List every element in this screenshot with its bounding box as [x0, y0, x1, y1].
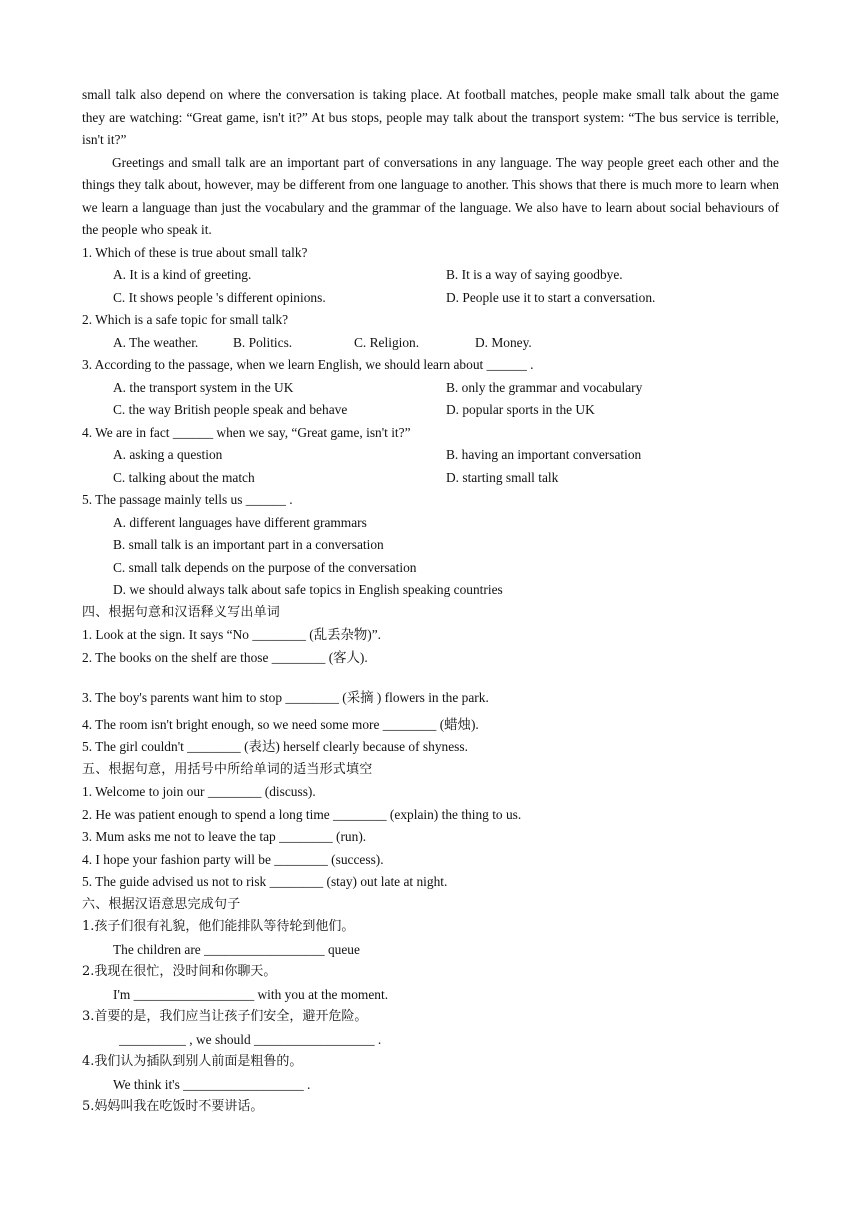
translation-prompt: 3.首要的是，我们应当让孩子们安全，避开危险。: [82, 1009, 368, 1024]
option-c: C. the way British people speak and behave: [113, 402, 348, 417]
option-c: C. talking about the match: [113, 469, 255, 485]
option-d: D. popular sports in the UK: [446, 402, 595, 417]
fill-in-item: 4. I hope your fashion party will be ________ (success).: [82, 851, 384, 867]
options-row: [82, 399, 779, 422]
reading-question: [82, 354, 779, 422]
fill-in-item: 3. Mum asks me not to leave the tap ________ (run).: [82, 829, 367, 844]
question-text: 4. We are in fact ______ when we say, “Great game, isn't it?”: [82, 424, 411, 440]
option-d: D. People use it to start a conversation.: [446, 289, 656, 305]
section-heading: 六、根据汉语意思完成句子: [82, 896, 241, 912]
option-c: C. It shows people 's different opinions.: [113, 289, 326, 305]
question-text: 3. According to the passage, when we learn English, we should learn about ______ .: [82, 357, 534, 372]
options-row: [82, 444, 779, 467]
reading-question: [82, 242, 779, 310]
passage-paragraph: small talk also depend on where the conversation is taking place. At football matches, people make small talk about the game they are watching: “Great game, isn't it?” At bus stops, people may talk about the transport system: “The bus service is terrible, isn't it?”: [82, 87, 779, 147]
option-a: A. The weather.: [113, 334, 199, 350]
options-row: [82, 377, 779, 400]
translation-answer: The children are __________________ queue: [113, 941, 360, 957]
option-c: C. Religion.: [354, 334, 420, 350]
options-row: [82, 287, 779, 310]
translation-prompt: 1.孩子们很有礼貌，他们能排队等待轮到他们。: [82, 919, 355, 934]
question-text: 5. The passage mainly tells us ______ .: [82, 492, 293, 507]
translation-answer: __________ , we should __________________ .: [119, 1031, 382, 1047]
translation-prompt: 4.我们认为插队到别人前面是粗鲁的。: [82, 1054, 303, 1069]
option-d: D. starting small talk: [446, 469, 559, 485]
option-c: C. small talk depends on the purpose of the conversation: [113, 559, 417, 575]
fill-in-item: 4. The room isn't bright enough, so we need some more ________ (蜡烛).: [82, 716, 479, 732]
fill-in-item: 3. The boy's parents want him to stop ________ (采摘 ) flowers in the park.: [82, 690, 489, 705]
option-b: B. Politics.: [233, 334, 293, 350]
option-b: B. only the grammar and vocabulary: [446, 379, 643, 395]
question-text: 1. Which of these is true about small talk?: [82, 244, 308, 260]
options-row: [82, 467, 779, 490]
section-heading: 五、根据句意，用括号中所给单词的适当形式填空: [82, 761, 373, 777]
options-row: [82, 332, 779, 355]
fill-in-item: 5. The guide advised us not to risk ________ (stay) out late at night.: [82, 874, 448, 889]
translation-answer: We think it's __________________ .: [113, 1076, 311, 1092]
option-b: B. small talk is an important part in a conversation: [113, 537, 384, 552]
fill-in-item: 1. Look at the sign. It says “No ________ (乱丢杂物)”.: [82, 627, 382, 642]
worksheet-page: [82, 84, 779, 1119]
option-b: B. having an important conversation: [446, 447, 642, 462]
fill-in-item: 1. Welcome to join our ________ (discuss).: [82, 784, 316, 799]
passage-paragraph: Greetings and small talk are an important part of conversations in any language. The way people greet each other and the things they talk about, however, may be different from one language to another. This shows that there is much more to learn when we learn a language than just the vocabulary and the grammar of the language. We also have to learn about social behaviours of the people who speak it.: [82, 154, 779, 237]
option-a: A. It is a kind of greeting.: [113, 267, 252, 282]
option-a: A. asking a question: [113, 447, 223, 462]
options-row: [82, 264, 779, 287]
fill-in-item: 5. The girl couldn't ________ (表达) herself clearly because of shyness.: [82, 739, 468, 754]
option-a: A. the transport system in the UK: [113, 379, 294, 395]
option-d: D. we should always talk about safe topics in English speaking countries: [113, 582, 503, 597]
option-b: B. It is a way of saying goodbye.: [446, 267, 623, 282]
option-d: D. Money.: [475, 334, 532, 350]
reading-question: [82, 309, 779, 354]
fill-in-item: 2. The books on the shelf are those ________ (客人).: [82, 649, 368, 665]
option-a: A. different languages have different grammars: [113, 514, 367, 530]
translation-answer: I'm __________________ with you at the moment.: [113, 986, 389, 1002]
translation-prompt: 2.我现在很忙，没时间和你聊天。: [82, 964, 277, 979]
reading-question: [82, 489, 779, 602]
section-heading: 四、根据句意和汉语释义写出单词: [82, 604, 281, 620]
question-text: 2. Which is a safe topic for small talk?: [82, 312, 289, 327]
translation-prompt: 5.妈妈叫我在吃饭时不要讲话。: [82, 1099, 264, 1114]
fill-in-item: 2. He was patient enough to spend a long time ________ (explain) the thing to us.: [82, 806, 522, 822]
reading-question: [82, 422, 779, 490]
